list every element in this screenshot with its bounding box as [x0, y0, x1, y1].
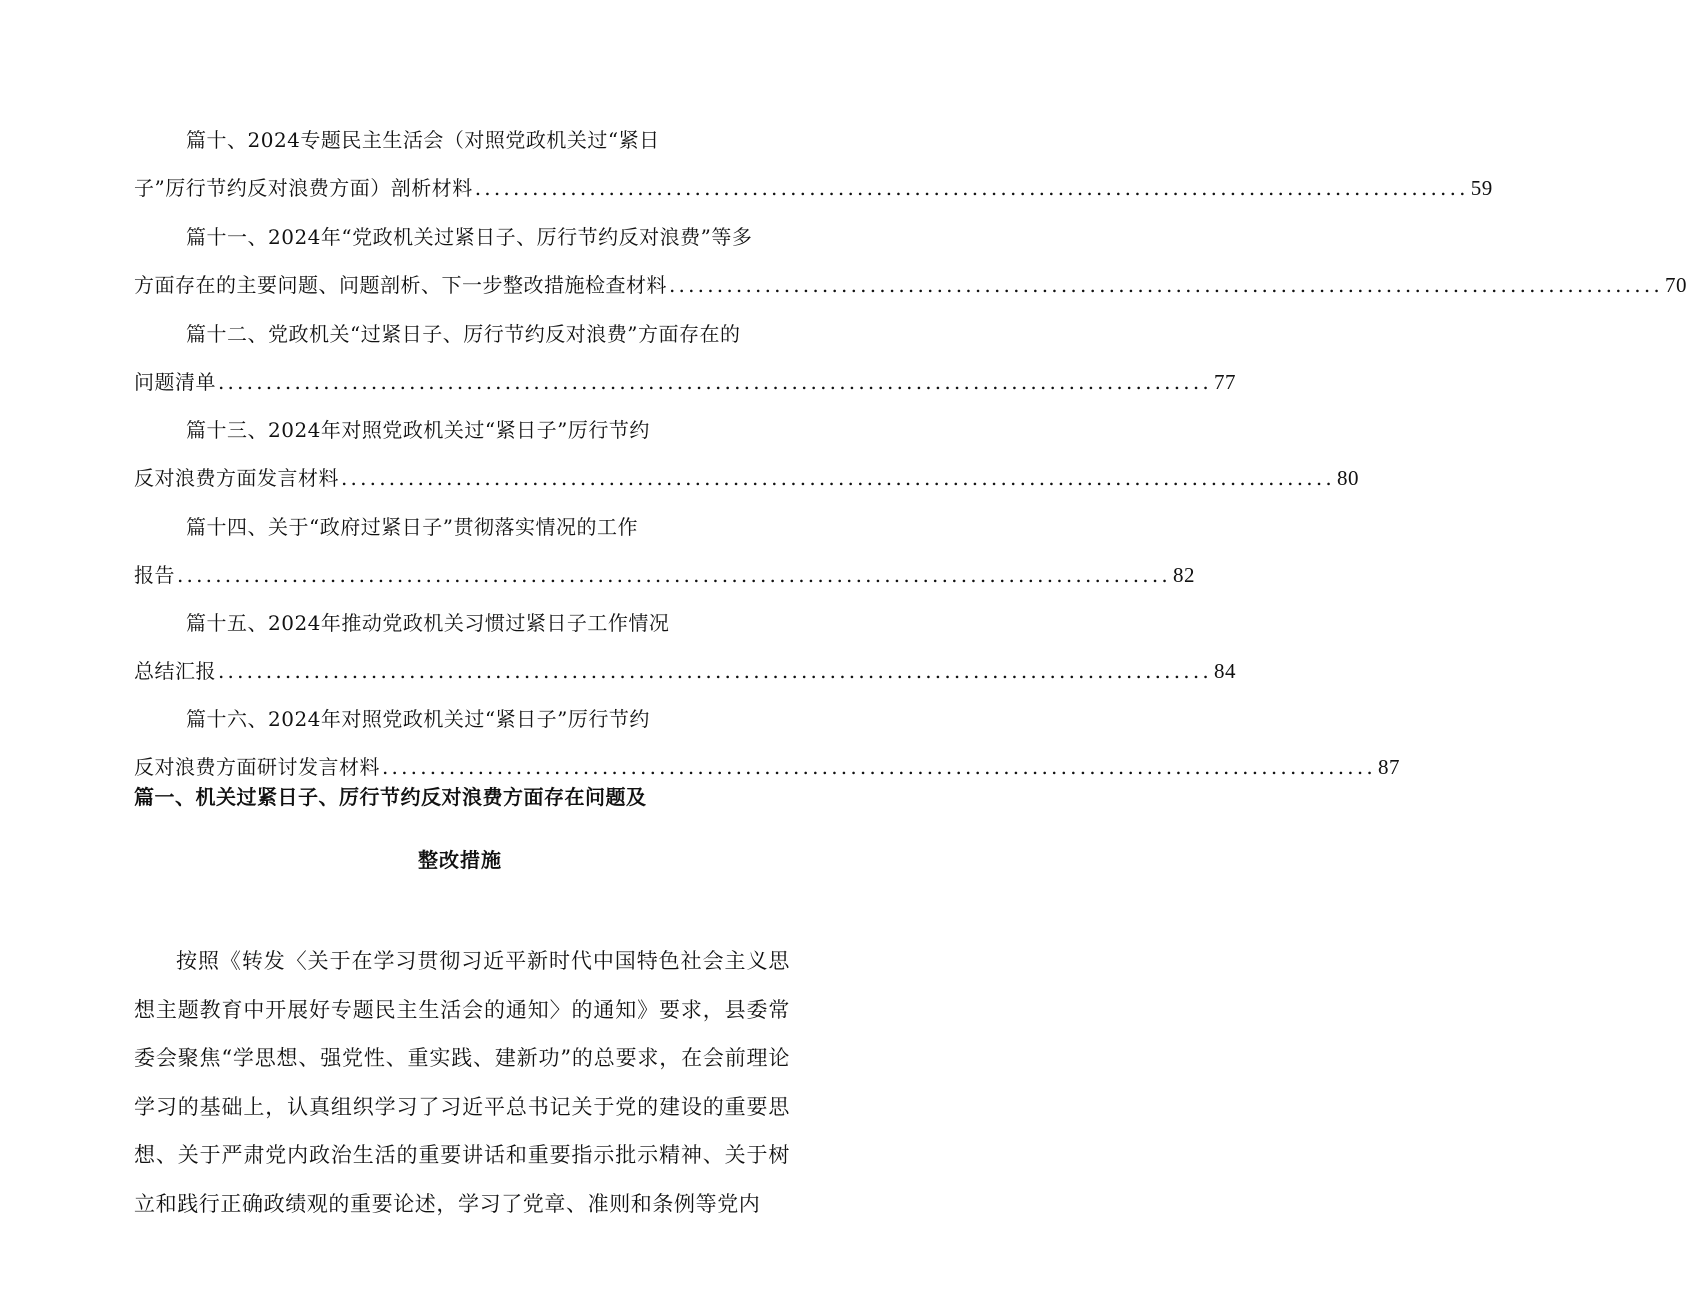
toc-leader-dots: ........................................................................................................ [218, 659, 1212, 683]
toc-entry[interactable] [134, 320, 1236, 396]
toc-page-number: 84 [1213, 659, 1236, 683]
toc-entry-title-cont: 反对浪费方面发言材料 [134, 466, 339, 490]
toc-page-number: 80 [1336, 466, 1359, 490]
section-title: 篇一、机关过紧日子、厉行节约反对浪费方面存在问题及 [134, 785, 647, 809]
toc-page-number: 82 [1172, 563, 1195, 587]
toc-entry[interactable] [134, 609, 1236, 685]
toc-entry-title: 篇十二、党政机关“过紧日子、厉行节约反对浪费”方面存在的 [186, 322, 741, 346]
toc-page-number: 87 [1377, 755, 1400, 779]
toc-entry-title: 篇十六、2024年对照党政机关过“紧日子”厉行节约 [186, 707, 650, 731]
toc-entry[interactable] [134, 705, 1400, 781]
toc-leader-dots: ........................................................................................................ [382, 755, 1376, 779]
toc-entry-title: 篇十、2024专题民主生活会（对照党政机关过“紧日 [186, 128, 660, 152]
toc-entry-title: 篇十四、关于“政府过紧日子”贯彻落实情况的工作 [186, 515, 638, 539]
toc-entry[interactable] [134, 513, 1195, 589]
toc-entry[interactable] [134, 223, 1687, 299]
toc-page-number: 77 [1213, 370, 1236, 394]
toc-leader-dots: ........................................................................................................ [218, 370, 1212, 394]
toc-entry[interactable] [134, 416, 1359, 492]
toc-entry-title-cont: 反对浪费方面研讨发言材料 [134, 755, 380, 779]
toc-entry-title: 篇十一、2024年“党政机关过紧日子、厉行节约反对浪费”等多 [186, 225, 753, 249]
body-paragraph: 按照《转发〈关于在学习贯彻习近平新时代中国特色社会主义思想主题教育中开展好专题民主生活会的通知〉的通知》要求，县委常委会聚焦“学思想、强党性、重实践、建新功”的总要求，在会前理论学习的基础上，认真组织学习了习近平总书记关于党的建设的重要思想、关于严肃党内政治生活的重要讲话和重要指示批示精神、关于树立和践行正确政绩观的重要论述，学习了党章、准则和条例等党内 [134, 949, 790, 1216]
toc-entry-title: 篇十五、2024年推动党政机关习惯过紧日子工作情况 [186, 611, 670, 635]
toc-entry-title: 篇十三、2024年对照党政机关过“紧日子”厉行节约 [186, 418, 650, 442]
toc-entry-title-cont: 报告 [134, 563, 175, 587]
toc-page-number: 70 [1664, 273, 1687, 297]
toc-leader-dots: ........................................................................................................ [669, 273, 1663, 297]
toc-entry-title-cont: 方面存在的主要问题、问题剖析、下一步整改措施检查材料 [134, 273, 667, 297]
toc-page-number: 59 [1470, 176, 1493, 200]
toc-entry[interactable] [134, 126, 1493, 202]
toc-leader-dots: ........................................................................................................ [177, 563, 1171, 587]
toc-entry-title-cont: 子”厉行节约反对浪费方面）剖析材料 [134, 176, 473, 200]
toc-leader-dots: ........................................................................................................ [341, 466, 1335, 490]
section-title-cont: 整改措施 [418, 848, 502, 872]
toc-entry-title-cont: 总结汇报 [134, 659, 216, 683]
toc-entry-title-cont: 问题清单 [134, 370, 216, 394]
toc-leader-dots: ........................................................................................................ [474, 176, 1469, 200]
